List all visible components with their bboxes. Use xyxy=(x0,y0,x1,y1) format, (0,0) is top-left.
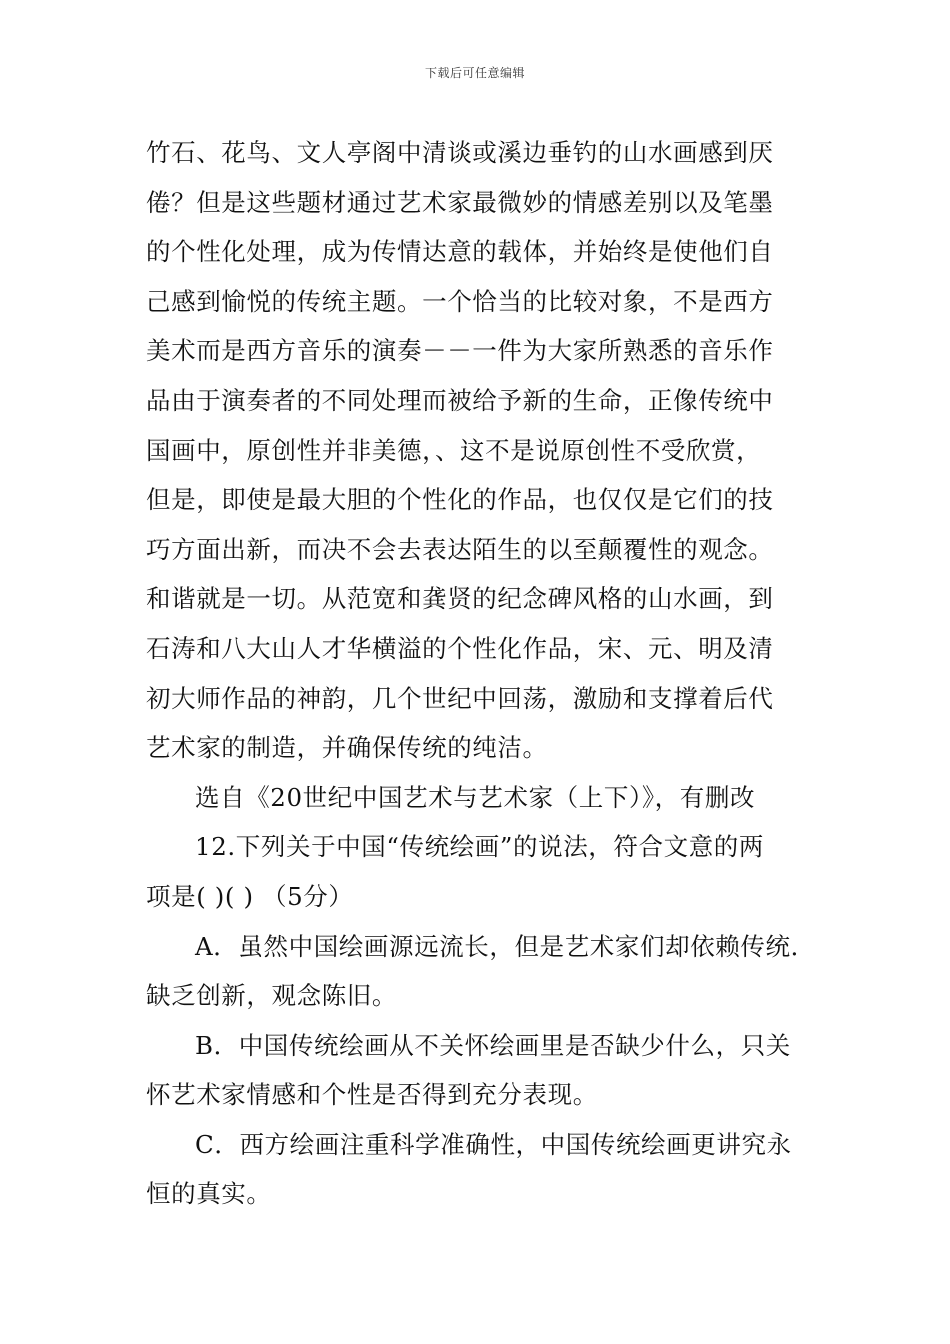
paragraph-line: 美术而是西方音乐的演奏－－一件为大家所熟悉的音乐作 xyxy=(146,336,774,366)
paragraph-line: 国画中，原创性并非美德，、这不是说原创性不受欣赏， xyxy=(146,435,762,465)
option-c: C．西方绘画注重科学准确性，中国传统绘画更讲究永 xyxy=(195,1129,792,1159)
option-b: B．中国传统绘画从不关怀绘画里是否缺少什么，只关 xyxy=(195,1030,791,1060)
option-b-continued: 怀艺术家情感和个性是否得到充分表现。 xyxy=(146,1080,598,1110)
option-a: A．虽然中国绘画源远流长，但是艺术家们却依赖传统． xyxy=(195,931,816,961)
paragraph-line: 的个性化处理，成为传情达意的载体，并始终是使他们自 xyxy=(146,237,774,267)
option-c-continued: 恒的真实。 xyxy=(146,1179,272,1209)
paragraph-line: 艺术家的制造，并确保传统的纯洁。 xyxy=(146,733,548,763)
paragraph-line: 己感到愉悦的传统主题。一个恰当的比较对象，不是西方 xyxy=(146,286,774,316)
paragraph-line: 和谐就是一切。从范宽和龚贤的纪念碑风格的山水画，到 xyxy=(146,584,774,614)
option-a-continued: 缺乏创新，观念陈旧。 xyxy=(146,981,397,1011)
question-stem: 12.下列关于中国“传统绘画”的说法，符合文意的两 xyxy=(195,832,765,862)
paragraph-line: 品由于演奏者的不同处理而被给予新的生命，正像传统中 xyxy=(146,385,774,415)
paragraph-line: 巧方面出新，而决不会去表达陌生的以至颠覆性的观念。 xyxy=(146,534,774,564)
paragraph-line: 石涛和八大山人才华横溢的个性化作品，宋、元、明及清 xyxy=(146,633,774,663)
page-header: 下载后可任意编辑 xyxy=(424,66,525,80)
paragraph-line: 但是，即使是最大胆的个性化的作品，也仅仅是它们的技 xyxy=(146,485,774,515)
paragraph-line: 竹石、花鸟、文人亭阁中清谈或溪边垂钓的山水画感到厌 xyxy=(146,138,774,167)
paragraph-line: 倦？但是这些题材通过艺术家最微妙的情感差别以及笔墨 xyxy=(146,187,774,217)
paragraph-line: 初大师作品的神韵，几个世纪中回荡，激励和支撑着后代 xyxy=(146,683,774,713)
document-body xyxy=(146,128,816,1219)
source-citation: 选自《20世纪中国艺术与艺术家（上下）》，有删改 xyxy=(195,782,756,812)
question-stem-continued: 项是( )( ) （5分） xyxy=(146,881,354,911)
